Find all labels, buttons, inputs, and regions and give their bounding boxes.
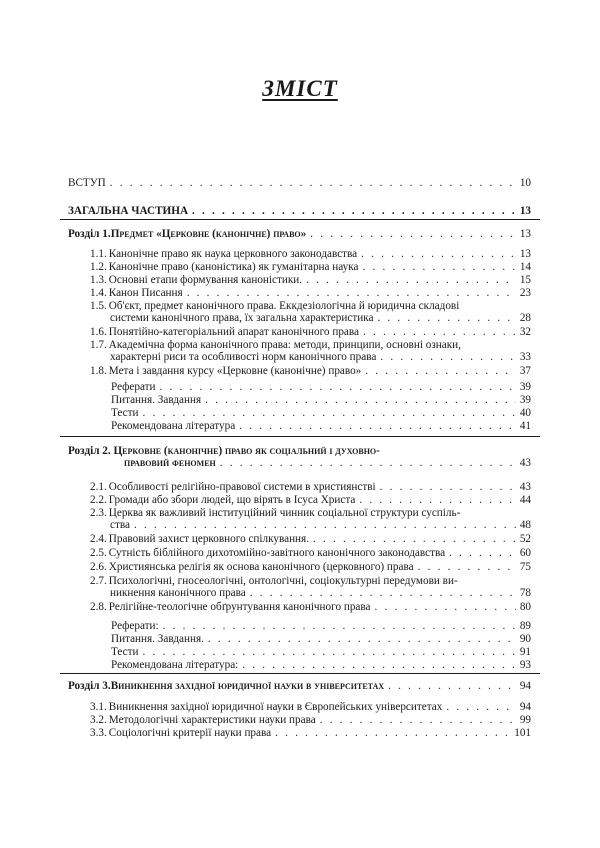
toc-entry-number: 1.8. — [90, 365, 107, 377]
toc-entry-number: 2.7. — [90, 575, 107, 587]
toc-entry[interactable] — [90, 575, 531, 599]
toc-page-number: 94 — [519, 680, 531, 692]
toc-entry-number: 3.3. — [90, 727, 107, 739]
toc-extra[interactable] — [111, 620, 531, 632]
section-title: Церковне (канонічне) право як соціальний і духовно- — [113, 445, 380, 457]
toc-entry[interactable] — [90, 274, 531, 286]
toc-entry-title: Правовий захист церковного спілкування. — [108, 533, 309, 545]
leader-dots — [275, 727, 510, 739]
toc-entry-number: 2.3. — [90, 507, 107, 519]
toc-entry-title: Канонічне право (каноністика) як гуманітарна наука — [108, 261, 359, 273]
toc-page-number: 44 — [519, 494, 531, 506]
toc-page-number: 40 — [519, 407, 531, 419]
toc-page-number: 80 — [519, 601, 531, 613]
leader-dots — [110, 177, 516, 189]
toc-entry-number: 1.7. — [90, 339, 107, 351]
toc-entry-title: Християнська релігія як основа канонічного (церковного) права — [108, 561, 414, 573]
leader-dots — [143, 646, 516, 658]
toc-entry-title-cont: ства — [110, 519, 130, 531]
leader-dots — [310, 228, 516, 240]
toc-section-1-heading[interactable] — [68, 228, 531, 240]
toc-entry-number: 1.3. — [90, 274, 107, 286]
toc-page-number: 43 — [519, 457, 531, 469]
toc-extra-label: Реферати: — [111, 620, 159, 632]
leader-dots — [363, 326, 516, 338]
section-prefix: Розділ 1. — [68, 228, 111, 240]
toc-page-number: 60 — [519, 547, 531, 559]
toc-page-number: 93 — [519, 659, 531, 671]
leader-dots — [320, 714, 516, 726]
toc-extra-label: Рекомендована література — [111, 420, 236, 432]
leader-dots — [187, 287, 516, 299]
toc-page-number: 14 — [519, 261, 531, 273]
toc-entry[interactable] — [90, 727, 531, 739]
leader-dots — [192, 205, 516, 217]
toc-entry[interactable] — [90, 248, 531, 260]
toc-extra-label: Реферати — [111, 381, 156, 393]
toc-entry[interactable] — [90, 714, 531, 726]
leader-dots — [446, 701, 515, 713]
toc-page-number: 37 — [519, 365, 531, 377]
toc-page-number: 43 — [519, 481, 531, 493]
leader-dots — [418, 561, 516, 573]
toc-entry-number: 1.4. — [90, 287, 107, 299]
toc-page-number: 48 — [519, 519, 531, 531]
toc-entry-title: Понятійно-категоріальний апарат канонічного права — [108, 326, 359, 338]
toc-page-number: 39 — [519, 381, 531, 393]
section-title-cont: правовий феномен — [124, 457, 216, 469]
toc-page-number: 32 — [519, 326, 531, 338]
section-title: Виникнення західної юридичної науки в університетах — [110, 680, 385, 692]
leader-dots — [163, 620, 516, 632]
toc-extra[interactable] — [111, 646, 531, 658]
leader-dots — [449, 547, 516, 559]
toc-entry[interactable] — [90, 339, 531, 363]
toc-page-number: 33 — [519, 351, 531, 363]
leader-dots — [359, 494, 515, 506]
toc-page-number: 101 — [514, 727, 531, 739]
toc-page-number: 91 — [519, 646, 531, 658]
toc-extra-label: Тести — [111, 407, 139, 419]
toc-page-number: 75 — [519, 561, 531, 573]
toc-entry-title: Особливості релігійно-правової системи в християнстві — [108, 481, 376, 493]
toc-entry-title-cont: никнення канонічного права — [110, 587, 246, 599]
toc-page-number: 13 — [519, 248, 531, 260]
toc-extra[interactable] — [111, 394, 531, 406]
toc-entry-number: 2.2. — [90, 494, 107, 506]
toc-page-number: 13 — [519, 228, 531, 240]
leader-dots — [160, 381, 516, 393]
toc-entry[interactable] — [90, 287, 531, 299]
leader-dots — [205, 394, 516, 406]
leader-dots — [220, 457, 516, 469]
toc-entry-title: Церква як важливий інституційний чинник соціальної структури суспіль- — [108, 507, 461, 519]
toc-entry-title: Методологічні характеристики науки права — [108, 714, 316, 726]
toc-entry-title: Канон Писання — [108, 287, 183, 299]
toc-page-number: 94 — [519, 701, 531, 713]
toc-entry-title: Канонічне право як наука церковного законодавства — [108, 248, 358, 260]
toc-page-number: 15 — [519, 274, 531, 286]
toc-page-number: 10 — [519, 177, 531, 189]
toc-entry-number: 2.8. — [90, 601, 107, 613]
toc-entry-title-cont: системи канонічного права, їх загальна характеристика — [110, 312, 374, 324]
leader-dots — [388, 680, 516, 692]
toc-page-number: 13 — [519, 205, 531, 217]
section-title: Предмет «Церковне (канонічне) право» — [110, 228, 307, 240]
toc-entry-number: 2.1. — [90, 481, 107, 493]
toc-entry[interactable] — [90, 365, 531, 377]
toc-extra[interactable] — [111, 420, 531, 432]
leader-dots — [361, 248, 516, 260]
leader-dots — [306, 274, 516, 286]
toc-entry[interactable] — [90, 507, 531, 531]
toc-page-number: 52 — [519, 533, 531, 545]
toc-entry-number: 1.5. — [90, 300, 107, 312]
leader-dots — [374, 601, 515, 613]
divider — [60, 436, 540, 437]
toc-entry[interactable] — [90, 326, 531, 338]
leader-dots — [363, 261, 516, 273]
toc-page-number: 23 — [519, 287, 531, 299]
leader-dots — [239, 420, 516, 432]
section-prefix: Розділ 3. — [68, 680, 111, 692]
toc-extra-label: Питання. Завдання — [111, 394, 202, 406]
toc-entry-label: ЗАГАЛЬНА ЧАСТИНА — [68, 205, 189, 217]
toc-entry[interactable] — [90, 701, 531, 713]
toc-entry-number: 2.6. — [90, 561, 107, 573]
toc-entry-general[interactable] — [68, 205, 531, 217]
toc-entry-title: Сутність біблійного дихотомійно-завітного канонічного законодавства — [108, 547, 446, 559]
toc-entry-number: 1.1. — [90, 248, 107, 260]
divider — [60, 673, 540, 674]
leader-dots — [313, 533, 516, 545]
toc-page-number: 99 — [519, 714, 531, 726]
toc-extra-label: Питання. Завдання. — [111, 633, 204, 645]
divider — [60, 219, 540, 220]
toc-entry-number: 3.1. — [90, 701, 107, 713]
toc-extra[interactable] — [111, 407, 531, 419]
toc-entry[interactable] — [90, 547, 531, 559]
toc-entry-label: ВСТУП — [68, 177, 106, 189]
toc-section-3-heading[interactable] — [68, 680, 531, 692]
leader-dots — [242, 659, 516, 671]
toc-extra[interactable] — [111, 381, 531, 393]
toc-entry-intro[interactable] — [68, 177, 531, 189]
toc-extra[interactable] — [111, 633, 531, 645]
toc-entry[interactable] — [90, 261, 531, 273]
toc-entry-number: 2.5. — [90, 547, 107, 559]
leader-dots — [380, 481, 516, 493]
section-prefix: Розділ 2. — [68, 445, 114, 457]
toc-entry-title: Громади або збори людей, що вірять в Ісуса Христа — [108, 494, 356, 506]
toc-page-number: 90 — [519, 633, 531, 645]
toc-page-number: 39 — [519, 394, 531, 406]
toc-entry-title: Психологічні, гносеологічні, онтологічні, соціокультурні передумови ви- — [108, 575, 458, 587]
toc-page-number: 89 — [519, 620, 531, 632]
leader-dots — [365, 365, 516, 377]
toc-entry-number: 1.6. — [90, 326, 107, 338]
toc-extra[interactable] — [111, 659, 531, 671]
toc-page-number: 28 — [519, 312, 531, 324]
leader-dots — [380, 351, 515, 363]
toc-entry[interactable] — [90, 561, 531, 573]
leader-dots — [208, 633, 516, 645]
leader-dots — [134, 519, 516, 531]
toc-page-number: 78 — [519, 587, 531, 599]
page-title: ЗМІСТ — [262, 76, 338, 101]
toc-entry-title: Соціологічні критерії науки права — [108, 727, 272, 739]
toc-extra-label: Рекомендована література: — [111, 659, 239, 671]
toc-section-2-heading[interactable] — [68, 445, 531, 469]
leader-dots — [143, 407, 516, 419]
toc-entry-title: Основні етапи формування каноністики. — [108, 274, 303, 286]
toc-entry[interactable] — [90, 601, 531, 613]
toc-entry[interactable] — [90, 481, 531, 493]
toc-entry[interactable] — [90, 494, 531, 506]
toc-entry-number: 2.4. — [90, 533, 107, 545]
toc-entry-title: Об'єкт, предмет канонічного права. Еккдезіологічна й юридична складові — [108, 300, 460, 312]
toc-entry-title: Релігійне-теологічне обґрунтування канонічного права — [108, 601, 371, 613]
toc-entry[interactable] — [90, 533, 531, 545]
toc-entry-number: 3.2. — [90, 714, 107, 726]
toc-entry-title: Виникнення західної юридичної науки в Європейських університетах — [108, 701, 443, 713]
toc-entry[interactable] — [90, 300, 531, 324]
toc-entry-title: Академічна форма канонічного права: методи, принципи, основні ознаки, — [108, 339, 461, 351]
toc-page-number: 41 — [519, 420, 531, 432]
toc-entry-title: Мета і завдання курсу «Церковне (канонічне) право» — [108, 365, 362, 377]
toc-entry-title-cont: характерні риси та особливості норм канонічного права — [110, 351, 377, 363]
leader-dots — [377, 312, 515, 324]
toc-extra-label: Тести — [111, 646, 139, 658]
toc-entry-number: 1.2. — [90, 261, 107, 273]
leader-dots — [250, 587, 516, 599]
